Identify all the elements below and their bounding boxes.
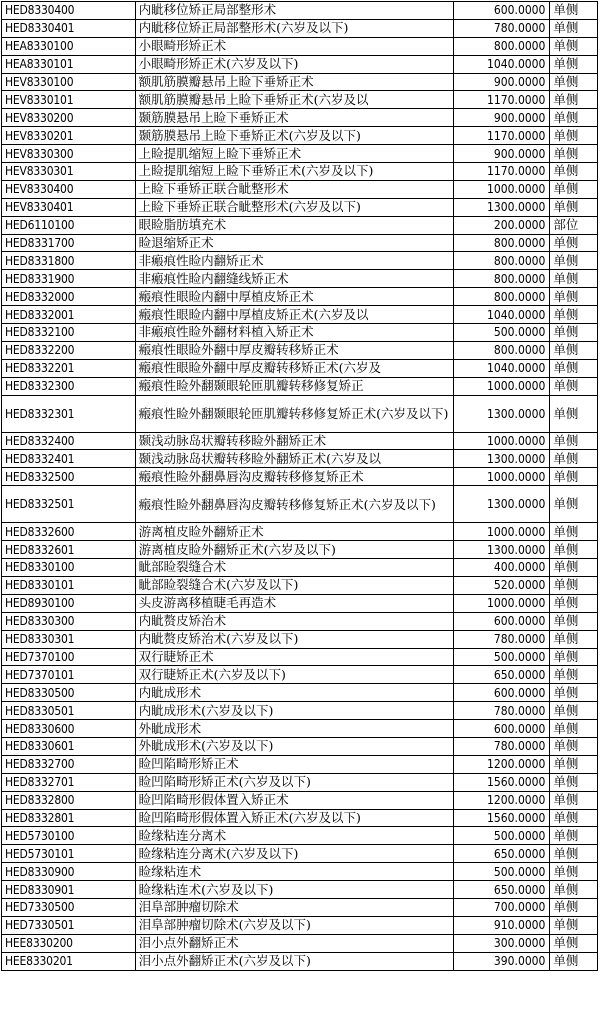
item-price-cell: 780.0000 [454,630,550,648]
item-code-cell: HED8332400 [2,432,136,450]
item-name-cell: 游离植皮睑外翻矫正术(六岁及以下) [135,541,454,559]
item-name-cell: 颞筋膜悬吊上睑下垂矫正术 [135,109,454,127]
item-code-cell: HED6110100 [2,216,136,234]
item-code-cell: HED8330601 [2,737,136,755]
item-code-cell: HEE8330200 [2,934,136,952]
item-unit-cell: 单侧 [550,737,598,755]
item-price-cell: 1560.0000 [454,809,550,827]
item-code-cell: HED8330600 [2,720,136,738]
item-unit-cell: 单侧 [550,127,598,145]
item-unit-cell: 单侧 [550,863,598,881]
item-price-cell: 500.0000 [454,827,550,845]
item-unit-cell: 单侧 [550,755,598,773]
item-name-cell: 睑缘粘连分离术 [135,827,454,845]
table-row [2,216,598,234]
item-price-cell: 600.0000 [454,720,550,738]
item-price-cell: 1560.0000 [454,773,550,791]
item-unit-cell: 单侧 [550,881,598,899]
item-price-cell: 200.0000 [454,216,550,234]
table-row [2,845,598,863]
item-unit-cell: 单侧 [550,952,598,970]
item-unit-cell: 单侧 [550,827,598,845]
item-name-cell: 双行睫矫正术 [135,648,454,666]
item-name-cell: 瘢痕性睑外翻颞眼轮匝肌瓣转移修复矫正术(六岁及以下) [135,395,454,432]
item-name-cell: 颞浅动脉岛状瓣转移睑外翻矫正术(六岁及以 [135,450,454,468]
item-price-cell: 1000.0000 [454,180,550,198]
item-unit-cell: 单侧 [550,359,598,377]
table-row [2,395,598,432]
item-code-cell: HED8332401 [2,450,136,468]
item-code-cell: HED7330500 [2,898,136,916]
item-unit-cell: 单侧 [550,252,598,270]
table-row [2,720,598,738]
item-unit-cell: 单侧 [550,234,598,252]
item-name-cell: 非瘢痕性睑内翻缝线矫正术 [135,270,454,288]
item-name-cell: 泪阜部肿瘤切除术(六岁及以下) [135,916,454,934]
item-name-cell: 眦部睑裂缝合术(六岁及以下) [135,576,454,594]
item-unit-cell: 单侧 [550,73,598,91]
item-unit-cell: 单侧 [550,612,598,630]
item-name-cell: 瘢痕性睑外翻颞眼轮匝肌瓣转移修复矫正 [135,377,454,395]
item-price-cell: 600.0000 [454,612,550,630]
item-unit-cell: 单侧 [550,2,598,20]
table-row [2,432,598,450]
item-name-cell: 内眦成形术 [135,684,454,702]
table-row [2,863,598,881]
item-code-cell: HED8330901 [2,881,136,899]
item-name-cell: 睑缘粘连分离术(六岁及以下) [135,845,454,863]
item-unit-cell: 单侧 [550,845,598,863]
table-row [2,180,598,198]
item-name-cell: 外眦成形术(六岁及以下) [135,737,454,755]
item-code-cell: HED8331900 [2,270,136,288]
item-code-cell: HEV8330400 [2,180,136,198]
item-code-cell: HED8332801 [2,809,136,827]
item-name-cell: 上睑提肌缩短上睑下垂矫正术(六岁及以下) [135,163,454,181]
item-name-cell: 小眼畸形矫正术 [135,37,454,55]
table-row [2,773,598,791]
table-row [2,702,598,720]
table-row [2,827,598,845]
table-row [2,666,598,684]
item-unit-cell: 单侧 [550,377,598,395]
item-code-cell: HED8330900 [2,863,136,881]
table-row [2,145,598,163]
item-price-cell: 1170.0000 [454,127,550,145]
table-row [2,737,598,755]
item-price-cell: 800.0000 [454,252,550,270]
item-price-cell: 400.0000 [454,559,550,577]
item-name-cell: 非瘢痕性睑外翻材料植入矫正术 [135,324,454,342]
table-row [2,468,598,486]
table-row [2,288,598,306]
item-price-cell: 1300.0000 [454,541,550,559]
item-price-cell: 500.0000 [454,863,550,881]
table-row [2,19,598,37]
item-code-cell: HED7370100 [2,648,136,666]
item-name-cell: 额肌筋膜瓣悬吊上睑下垂矫正术(六岁及以 [135,91,454,109]
item-code-cell: HEV8330101 [2,91,136,109]
table-row [2,916,598,934]
item-code-cell: HED8330501 [2,702,136,720]
item-price-cell: 1170.0000 [454,163,550,181]
table-row [2,898,598,916]
table-row [2,648,598,666]
item-code-cell: HED8930100 [2,594,136,612]
price-table [1,1,598,971]
item-name-cell: 睑退缩矫正术 [135,234,454,252]
table-row [2,791,598,809]
item-name-cell: 睑凹陷畸形假体置入矫正术(六岁及以下) [135,809,454,827]
table-row [2,2,598,20]
item-name-cell: 瘢痕性眼睑内翻中厚植皮矫正术 [135,288,454,306]
item-code-cell: HED8331800 [2,252,136,270]
item-code-cell: HED8332501 [2,486,136,523]
item-name-cell: 小眼畸形矫正术(六岁及以下) [135,55,454,73]
item-code-cell: HED8330400 [2,2,136,20]
item-unit-cell: 单侧 [550,288,598,306]
item-name-cell: 上睑下垂矫正联合眦整形术(六岁及以下) [135,198,454,216]
item-name-cell: 眼睑脂肪填充术 [135,216,454,234]
item-price-cell: 1170.0000 [454,91,550,109]
item-unit-cell: 单侧 [550,773,598,791]
item-name-cell: 内眦成形术(六岁及以下) [135,702,454,720]
item-unit-cell: 单侧 [550,720,598,738]
item-price-cell: 900.0000 [454,145,550,163]
item-name-cell: 瘢痕性眼睑外翻中厚皮瓣转移矫正术(六岁及 [135,359,454,377]
item-unit-cell: 单侧 [550,19,598,37]
item-name-cell: 睑凹陷畸形矫正术 [135,755,454,773]
item-price-cell: 700.0000 [454,898,550,916]
item-unit-cell: 单侧 [550,109,598,127]
item-name-cell: 非瘢痕性睑内翻矫正术 [135,252,454,270]
item-price-cell: 650.0000 [454,881,550,899]
item-code-cell: HED8332200 [2,341,136,359]
table-row [2,541,598,559]
item-code-cell: HEA8330101 [2,55,136,73]
item-price-cell: 800.0000 [454,37,550,55]
item-price-cell: 900.0000 [454,109,550,127]
item-name-cell: 颞筋膜悬吊上睑下垂矫正术(六岁及以下) [135,127,454,145]
item-unit-cell: 单侧 [550,468,598,486]
item-name-cell: 瘢痕性眼睑外翻中厚皮瓣转移矫正术 [135,341,454,359]
item-unit-cell: 单侧 [550,37,598,55]
item-name-cell: 睑缘粘连术(六岁及以下) [135,881,454,899]
item-unit-cell: 单侧 [550,809,598,827]
item-code-cell: HED8331700 [2,234,136,252]
item-unit-cell: 单侧 [550,91,598,109]
item-price-cell: 600.0000 [454,2,550,20]
item-price-cell: 1300.0000 [454,395,550,432]
price-table-body [2,2,598,971]
item-unit-cell: 单侧 [550,395,598,432]
item-unit-cell: 单侧 [550,594,598,612]
table-row [2,109,598,127]
item-code-cell: HED8332700 [2,755,136,773]
item-price-cell: 1000.0000 [454,468,550,486]
item-price-cell: 1300.0000 [454,198,550,216]
table-row [2,91,598,109]
item-code-cell: HED8332301 [2,395,136,432]
item-price-cell: 1040.0000 [454,359,550,377]
item-unit-cell: 单侧 [550,198,598,216]
item-code-cell: HED8332001 [2,306,136,324]
item-name-cell: 泪小点外翻矫正术(六岁及以下) [135,952,454,970]
item-price-cell: 1200.0000 [454,755,550,773]
item-code-cell: HEV8330200 [2,109,136,127]
item-name-cell: 泪小点外翻矫正术 [135,934,454,952]
item-name-cell: 内眦赘皮矫治术(六岁及以下) [135,630,454,648]
item-unit-cell: 单侧 [550,630,598,648]
item-name-cell: 泪阜部肿瘤切除术 [135,898,454,916]
item-unit-cell: 单侧 [550,916,598,934]
item-code-cell: HEE8330201 [2,952,136,970]
item-price-cell: 1200.0000 [454,791,550,809]
item-price-cell: 500.0000 [454,648,550,666]
item-code-cell: HED7330501 [2,916,136,934]
table-row [2,450,598,468]
table-row [2,37,598,55]
table-row [2,881,598,899]
item-code-cell: HED8332701 [2,773,136,791]
item-name-cell: 瘢痕性睑外翻鼻唇沟皮瓣转移修复矫正术 [135,468,454,486]
item-unit-cell: 单侧 [550,898,598,916]
item-name-cell: 上睑下垂矫正联合眦整形术 [135,180,454,198]
item-unit-cell: 单侧 [550,324,598,342]
item-name-cell: 内眦移位矫正局部整形术 [135,2,454,20]
table-row [2,612,598,630]
table-row [2,73,598,91]
item-unit-cell: 单侧 [550,934,598,952]
item-unit-cell: 单侧 [550,666,598,684]
item-code-cell: HED8332800 [2,791,136,809]
item-price-cell: 1000.0000 [454,377,550,395]
item-code-cell: HED8332100 [2,324,136,342]
item-code-cell: HED8330100 [2,559,136,577]
item-price-cell: 1000.0000 [454,523,550,541]
item-unit-cell: 单侧 [550,523,598,541]
item-name-cell: 额肌筋膜瓣悬吊上睑下垂矫正术 [135,73,454,91]
item-code-cell: HED5730101 [2,845,136,863]
item-name-cell: 内眦赘皮矫治术 [135,612,454,630]
item-code-cell: HED8330300 [2,612,136,630]
item-unit-cell: 单侧 [550,55,598,73]
table-row [2,252,598,270]
table-row [2,234,598,252]
item-code-cell: HED7370101 [2,666,136,684]
item-price-cell: 900.0000 [454,73,550,91]
table-row [2,198,598,216]
item-price-cell: 1000.0000 [454,594,550,612]
item-unit-cell: 单侧 [550,341,598,359]
table-row [2,594,598,612]
item-code-cell: HEV8330301 [2,163,136,181]
item-name-cell: 上睑提肌缩短上睑下垂矫正术 [135,145,454,163]
table-row [2,359,598,377]
item-code-cell: HED8332500 [2,468,136,486]
item-price-cell: 800.0000 [454,234,550,252]
item-code-cell: HED8330401 [2,19,136,37]
item-code-cell: HEA8330100 [2,37,136,55]
item-price-cell: 780.0000 [454,737,550,755]
item-price-cell: 1300.0000 [454,486,550,523]
item-price-cell: 300.0000 [454,934,550,952]
item-code-cell: HED8330301 [2,630,136,648]
item-unit-cell: 单侧 [550,684,598,702]
item-name-cell: 双行睫矫正术(六岁及以下) [135,666,454,684]
table-row [2,270,598,288]
item-unit-cell: 单侧 [550,648,598,666]
table-row [2,163,598,181]
table-row [2,755,598,773]
table-row [2,684,598,702]
item-name-cell: 瘢痕性睑外翻鼻唇沟皮瓣转移修复矫正术(六岁及以下) [135,486,454,523]
item-code-cell: HED8332600 [2,523,136,541]
item-unit-cell: 单侧 [550,145,598,163]
item-code-cell: HEV8330300 [2,145,136,163]
item-name-cell: 游离植皮睑外翻矫正术 [135,523,454,541]
table-row [2,934,598,952]
item-price-cell: 500.0000 [454,324,550,342]
item-price-cell: 650.0000 [454,666,550,684]
item-unit-cell: 单侧 [550,559,598,577]
item-price-cell: 800.0000 [454,288,550,306]
item-code-cell: HED8330500 [2,684,136,702]
item-price-cell: 800.0000 [454,341,550,359]
item-name-cell: 睑缘粘连术 [135,863,454,881]
table-row [2,127,598,145]
item-name-cell: 头皮游离移植睫毛再造术 [135,594,454,612]
item-price-cell: 780.0000 [454,19,550,37]
item-name-cell: 睑凹陷畸形假体置入矫正术 [135,791,454,809]
item-name-cell: 瘢痕性眼睑内翻中厚植皮矫正术(六岁及以 [135,306,454,324]
item-unit-cell: 单侧 [550,180,598,198]
item-unit-cell: 单侧 [550,791,598,809]
table-row [2,486,598,523]
item-name-cell: 颞浅动脉岛状瓣转移睑外翻矫正术 [135,432,454,450]
item-unit-cell: 单侧 [550,702,598,720]
item-unit-cell: 部位 [550,216,598,234]
item-unit-cell: 单侧 [550,450,598,468]
item-name-cell: 内眦移位矫正局部整形术(六岁及以下) [135,19,454,37]
table-row [2,341,598,359]
table-row [2,324,598,342]
item-unit-cell: 单侧 [550,432,598,450]
table-row [2,523,598,541]
table-row [2,809,598,827]
item-unit-cell: 单侧 [550,541,598,559]
item-code-cell: HEV8330201 [2,127,136,145]
item-code-cell: HED8332300 [2,377,136,395]
item-price-cell: 650.0000 [454,845,550,863]
item-price-cell: 1040.0000 [454,306,550,324]
table-row [2,377,598,395]
table-row [2,630,598,648]
item-unit-cell: 单侧 [550,306,598,324]
item-unit-cell: 单侧 [550,163,598,181]
item-unit-cell: 单侧 [550,270,598,288]
item-price-cell: 800.0000 [454,270,550,288]
item-price-cell: 390.0000 [454,952,550,970]
item-unit-cell: 单侧 [550,486,598,523]
item-code-cell: HED8332601 [2,541,136,559]
item-price-cell: 1040.0000 [454,55,550,73]
item-unit-cell: 单侧 [550,576,598,594]
item-price-cell: 600.0000 [454,684,550,702]
table-row [2,952,598,970]
table-row [2,576,598,594]
item-code-cell: HED8330101 [2,576,136,594]
table-row [2,55,598,73]
item-code-cell: HED5730100 [2,827,136,845]
item-code-cell: HED8332000 [2,288,136,306]
item-code-cell: HEV8330401 [2,198,136,216]
item-price-cell: 910.0000 [454,916,550,934]
item-price-cell: 520.0000 [454,576,550,594]
item-code-cell: HEV8330100 [2,73,136,91]
item-name-cell: 睑凹陷畸形矫正术(六岁及以下) [135,773,454,791]
table-row [2,559,598,577]
item-price-cell: 1000.0000 [454,432,550,450]
item-name-cell: 眦部睑裂缝合术 [135,559,454,577]
item-price-cell: 780.0000 [454,702,550,720]
item-name-cell: 外眦成形术 [135,720,454,738]
item-price-cell: 1300.0000 [454,450,550,468]
item-code-cell: HED8332201 [2,359,136,377]
table-row [2,306,598,324]
